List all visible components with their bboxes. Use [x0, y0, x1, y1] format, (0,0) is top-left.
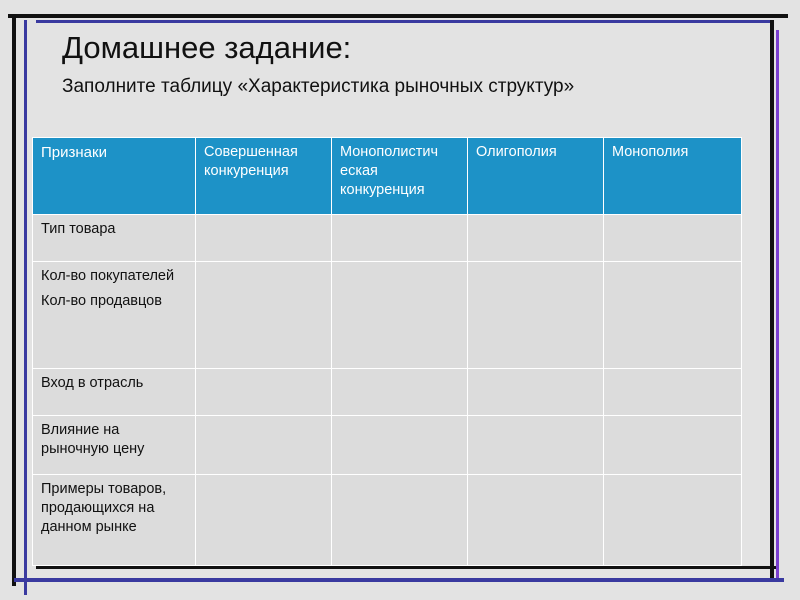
frame-line-right-purple	[776, 30, 779, 580]
frame-line-bottom-dark	[36, 566, 776, 569]
frame-line-top-blue	[36, 20, 770, 23]
header-monopolistic-competition: Монополистич еская конкуренция	[332, 138, 468, 215]
header-perfect-competition: Совершенная конкуренция	[196, 138, 332, 215]
table-cell[interactable]	[332, 262, 468, 369]
table-cell[interactable]	[196, 262, 332, 369]
row-label-market-entry: Вход в отрасль	[33, 369, 196, 416]
table-cell[interactable]	[332, 369, 468, 416]
frame-line-left-blue	[24, 20, 27, 595]
slide-subtitle: Заполните таблицу «Характеристика рыночных структур»	[62, 76, 575, 97]
row-label-buyers: Кол-во покупателей	[41, 268, 175, 284]
table-cell[interactable]	[332, 215, 468, 262]
table-cell[interactable]	[468, 475, 604, 566]
table-cell[interactable]	[468, 369, 604, 416]
table-header-row	[33, 138, 742, 215]
table-cell[interactable]	[468, 416, 604, 475]
table-row	[33, 416, 742, 475]
table-row	[33, 215, 742, 262]
table-row	[33, 475, 742, 566]
row-label-sellers: Кол-во продавцов	[41, 293, 162, 309]
table-cell[interactable]	[196, 416, 332, 475]
table-cell[interactable]	[604, 262, 742, 369]
row-label-price-influence: Влияние на рыночную цену	[33, 416, 196, 475]
header-oligopoly: Олигополия	[468, 138, 604, 215]
slide-title: Домашнее задание:	[62, 30, 352, 65]
table-cell[interactable]	[196, 369, 332, 416]
row-label-buyers-sellers	[33, 262, 196, 369]
table-cell[interactable]	[604, 369, 742, 416]
market-structures-table	[32, 137, 742, 566]
table-cell[interactable]	[604, 416, 742, 475]
frame-line-bottom-blue	[14, 578, 784, 582]
frame-line-left-dark	[12, 14, 16, 586]
frame-line-top-dark	[8, 14, 788, 18]
table-row	[33, 262, 742, 369]
table-cell[interactable]	[196, 215, 332, 262]
frame-line-right-dark	[770, 20, 774, 580]
header-monopoly: Монополия	[604, 138, 742, 215]
table-cell[interactable]	[196, 475, 332, 566]
table-cell[interactable]	[332, 416, 468, 475]
table-cell[interactable]	[604, 475, 742, 566]
table-row	[33, 369, 742, 416]
row-label-product-examples: Примеры товаров, продающихся на данном рынке	[33, 475, 196, 566]
table-cell[interactable]	[604, 215, 742, 262]
table-cell[interactable]	[332, 475, 468, 566]
header-criteria: Признаки	[33, 138, 196, 215]
table-cell[interactable]	[468, 215, 604, 262]
row-label-product-type: Тип товара	[33, 215, 196, 262]
table-cell[interactable]	[468, 262, 604, 369]
